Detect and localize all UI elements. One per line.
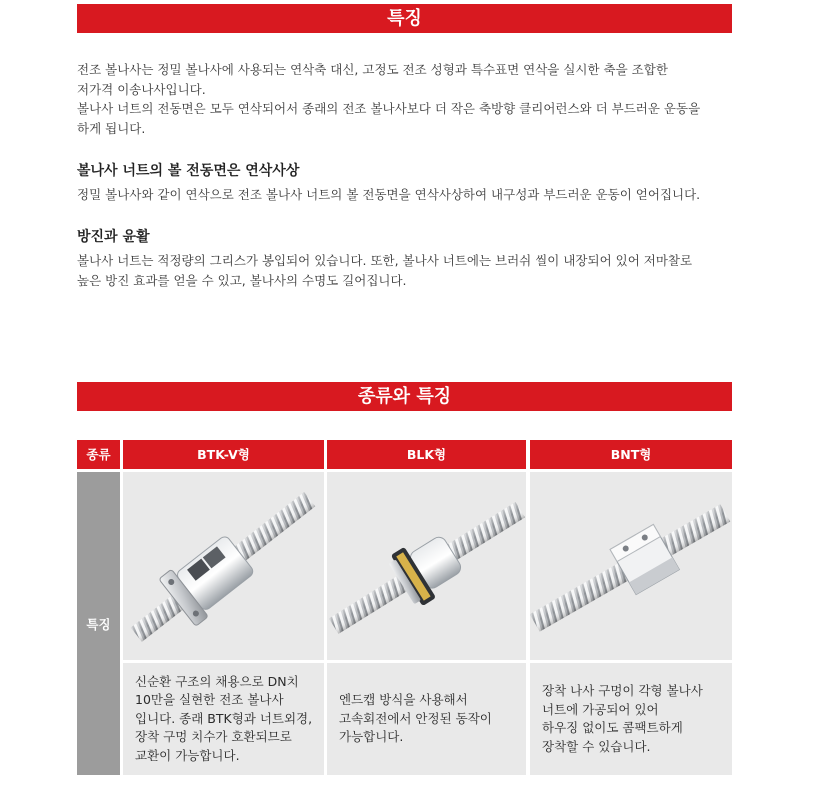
table-header-type: 종류 <box>77 440 120 469</box>
features-banner <box>77 4 732 33</box>
row-label-text: 특징 <box>86 616 111 632</box>
table-header-blk: BLK형 <box>327 440 526 469</box>
btk-v-image-cell <box>123 472 324 660</box>
btk-v-ball-screw-image <box>123 472 324 660</box>
bnt-image-cell <box>530 472 732 660</box>
description-line: 하우징 없이도 콤팩트하게 <box>542 720 683 735</box>
description-line: 입니다. 종래 BTK형과 너트외경, <box>135 710 313 726</box>
bnt-ball-screw-image <box>530 472 732 660</box>
description-line: 신순환 구조의 채용으로 DN치 <box>135 673 299 689</box>
description-line: 교환이 가능합니다. <box>135 747 240 763</box>
table-header-bnt: BNT형 <box>530 440 732 469</box>
blk-description <box>339 691 492 747</box>
btk-v-description-cell <box>123 663 324 775</box>
description-line: 너트에 가공되어 있어 <box>542 701 659 717</box>
intro-paragraph <box>77 60 732 100</box>
intro-paragraph-2 <box>77 99 732 139</box>
feature-heading-grinding: 볼나사 너트의 볼 전동면은 연삭사상 <box>77 163 300 179</box>
table-header-btk-v: BTK-V형 <box>123 440 324 469</box>
feature-line: 높은 방진 효과를 얻을 수 있고, 볼나사의 수명도 길어집니다. <box>77 273 407 288</box>
description-line: 장착 나사 구멍이 각형 볼나사 <box>542 683 703 698</box>
blk-ball-screw-image <box>327 472 526 660</box>
intro-line: 하게 됩니다. <box>77 121 146 136</box>
description-line: 장착할 수 있습니다. <box>542 738 651 754</box>
feature-text-grinding <box>77 185 732 205</box>
blk-description-cell <box>327 663 526 775</box>
description-line: 장착 구멍 치수가 호환되므로 <box>135 729 292 745</box>
blk-image-cell <box>327 472 526 660</box>
bnt-description <box>542 682 703 756</box>
intro-line: 볼나사 너트의 전동면은 모두 연삭되어서 종래의 전조 볼나사보다 더 작은 축방향 클리어런스와 더 부드러운 운동을 <box>77 101 701 116</box>
btk-v-description <box>135 673 312 766</box>
table-row-label-features <box>77 472 120 775</box>
features-title: 특징 <box>387 8 422 29</box>
intro-line: 전조 볼나사는 정밀 볼나사에 사용되는 연삭축 대신, 고정도 전조 성형과 특수표면 연삭을 실시한 축을 조합한 <box>77 62 668 77</box>
description-line: 가능합니다. <box>339 729 404 745</box>
description-line: 엔드캡 방식을 사용해서 <box>339 692 468 708</box>
description-line: 고속회전에서 안정된 동작이 <box>339 710 492 726</box>
description-line: 10만을 실현한 전조 볼나사 <box>135 692 284 708</box>
feature-text-dustproof <box>77 251 732 291</box>
feature-line: 볼나사 너트는 적정량의 그리스가 봉입되어 있습니다. 또한, 볼나사 너트에는 브러쉬 씰이 내장되어 있어 저마찰로 <box>77 253 693 268</box>
bnt-description-cell <box>530 663 732 775</box>
feature-line: 정밀 볼나사와 같이 연삭으로 전조 볼나사 너트의 볼 전동면을 연삭사상하여 내구성과 부드러운 운동이 얻어집니다. <box>77 187 701 202</box>
intro-line: 저가격 이송나사입니다. <box>77 82 206 97</box>
feature-heading-dustproof: 방진과 윤활 <box>77 229 150 245</box>
types-title: 종류와 특징 <box>357 386 452 407</box>
types-banner <box>77 382 732 411</box>
